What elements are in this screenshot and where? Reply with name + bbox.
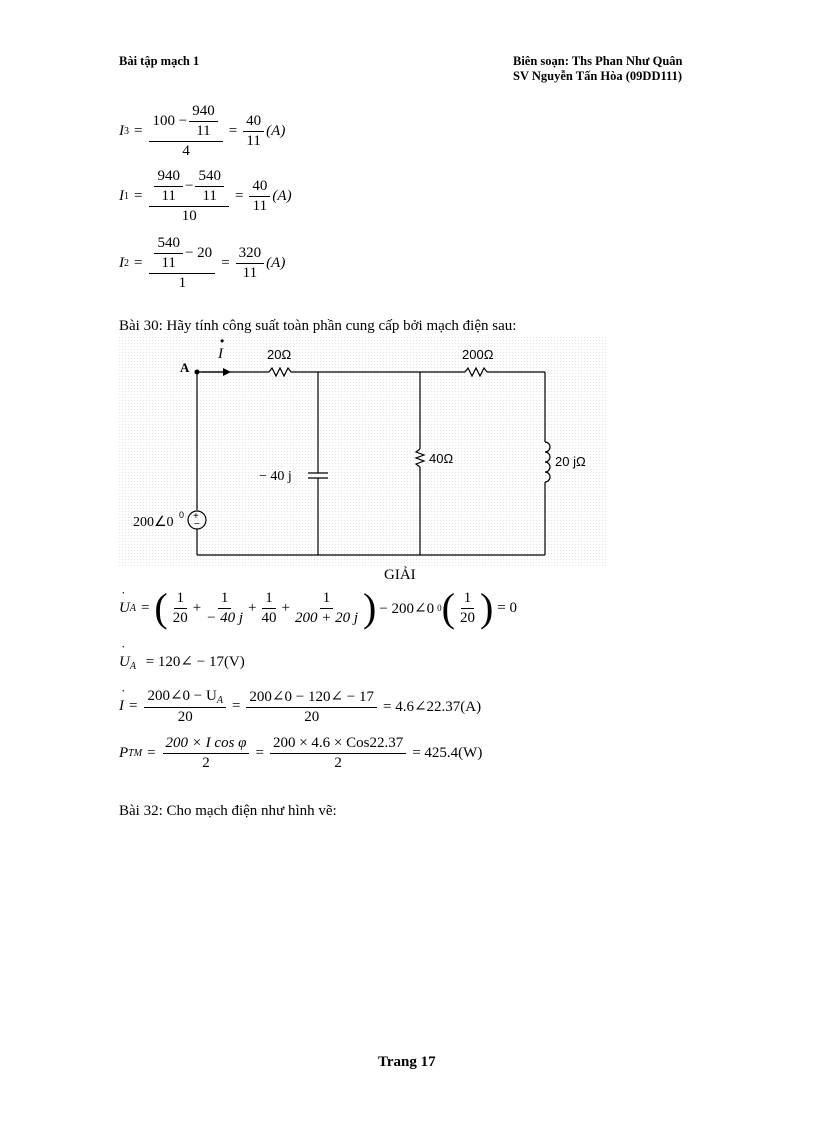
eq4-den-1: 2 <box>202 755 210 771</box>
eq1-middle-superscript: 0 <box>437 603 442 613</box>
i3-inner-den: 11 <box>196 123 211 139</box>
eq4-p-symbol: P <box>119 745 129 761</box>
i1-minus: − <box>184 178 194 194</box>
resistor-40-label: 40Ω <box>429 451 454 466</box>
header-left: Bài tập mạch 1 <box>119 54 200 68</box>
eq1-f4-num: 1 <box>320 590 334 609</box>
circuit-diagram <box>119 337 606 567</box>
node-a-label: A <box>180 360 190 375</box>
current-dot: • <box>220 337 225 348</box>
eq1-f4-den: 200 + 20 j <box>294 609 358 626</box>
i2-minus-20: − 20 <box>184 245 213 261</box>
eq4-num-2: 200 × 4.6 × Cos22.37 <box>270 735 406 754</box>
i3-inner-num: 940 <box>189 103 218 122</box>
i1-symbol: I <box>119 188 124 204</box>
eq1-f1-den: 20 <box>172 609 188 626</box>
eq3-den-2: 20 <box>304 708 320 725</box>
equation-nodal: ˙ U A = ( $\frac{1}{20}$ + $\frac{1}{- 40 j}$ + $\frac{1}{40}$ + $\frac{1}{200 + 20 j}$ ) − 200∠0 0 ( $\frac{1}{20}$ ) = 0 <box>119 588 517 628</box>
eq3-i-symbol: ˙ I <box>119 698 124 715</box>
eq1-f5-den: 20 <box>459 609 475 626</box>
i1-b-num: 540 <box>195 168 224 187</box>
i2-symbol: I <box>119 255 124 271</box>
eq4-num-1: 200 × I cos φ <box>163 735 250 754</box>
equation-i2: I 2 = $\frac{540}{11}$ − 20 1 = $\frac{320}{11}$ (A) <box>119 235 286 291</box>
i1-result-den: 11 <box>252 198 268 214</box>
i1-b-den: 11 <box>202 188 217 204</box>
eq2-rhs: = 120∠ − 17(V) <box>145 654 245 670</box>
eq1-f5-num: 1 <box>461 590 475 609</box>
equation-i3: I 3 = 100 − $\frac{940}{11}$ 4 = $\frac{40}{11}$ (A) <box>119 103 286 159</box>
eq3-den-1: 20 <box>177 709 193 725</box>
eq1-f3-num: 1 <box>262 590 276 609</box>
eq4-p-subscript: TM <box>128 748 143 759</box>
i1-result-num: 40 <box>249 178 270 197</box>
eq1-middle-term: − 200∠0 <box>379 600 435 617</box>
i3-num-a: 100 − <box>152 113 188 129</box>
i1-den: 10 <box>181 208 197 224</box>
i3-fraction <box>149 103 222 160</box>
i3-den: 4 <box>182 143 190 159</box>
problem-32-text: Bài 32: Cho mạch điện như hình vẽ: <box>119 803 337 819</box>
eq1-rhs: = 0 <box>497 599 517 616</box>
i1-a-den: 11 <box>161 188 176 204</box>
source-plus-sign: + <box>193 511 199 522</box>
problem-30-text: Bài 30: Hãy tính công suất toàn phần cung cấp bởi mạch điện sau: <box>119 318 517 334</box>
i1-fraction <box>149 168 228 225</box>
current-label: I <box>218 346 223 362</box>
eq1-f2-num: 1 <box>218 590 232 609</box>
source-label-superscript: 0 <box>179 510 185 520</box>
eq1-ua-symbol: ˙ U <box>119 600 130 617</box>
resistor-20-label: 20Ω <box>267 347 292 362</box>
eq3-fraction-1 <box>144 686 225 726</box>
equation-current: ˙ I = $\frac{200\angle 0 - U_A}{20}$ = $\frac{200\angle 0 - 120\angle - 17}{20}$ = 4.6∠22.37(A) <box>119 686 481 726</box>
i2-result-num: 320 <box>236 245 265 264</box>
i2-subscript: 2 <box>124 258 129 269</box>
node-a-dot <box>195 370 200 375</box>
eq3-rhs: = 4.6∠22.37(A) <box>382 698 482 715</box>
eq3-num-2: 200∠0 − 120∠ − 17 <box>246 687 377 708</box>
eq4-fraction-1 <box>163 735 250 772</box>
i3-result-num: 40 <box>243 113 264 132</box>
capacitor-label: − 40 j <box>259 469 292 484</box>
equation-i1: I 1 = $\frac{940}{11}$ − $\frac{540}{11}$ 10 = $\frac{40}{11}$ (A) <box>119 168 292 224</box>
page-number: Trang 17 <box>378 1054 436 1070</box>
eq2-ua-symbol: ˙ U <box>119 654 130 670</box>
eq4-fraction-2 <box>270 735 406 772</box>
equation-ua-result <box>119 652 245 672</box>
i3-result-den: 11 <box>246 133 261 149</box>
i3-unit: (A) <box>266 123 286 139</box>
eq1-f2-den: − 40 j <box>206 609 244 626</box>
i2-a-den: 11 <box>161 255 176 271</box>
i2-a-num: 540 <box>154 235 183 254</box>
header-student: SV Nguyễn Tấn Hòa (09DD111) <box>513 69 683 83</box>
eq4-den-2: 2 <box>334 755 342 771</box>
i2-fraction <box>149 235 215 292</box>
i3-subscript: 3 <box>124 126 129 137</box>
eq1-f3-den: 40 <box>261 609 277 626</box>
eq1-f1-num: 1 <box>174 590 188 609</box>
source-minus-sign: − <box>194 519 200 530</box>
inductor-label: 20 jΩ <box>555 454 586 469</box>
eq3-num-1-subscript: A <box>216 695 223 706</box>
solution-title: GIẢI <box>384 567 416 583</box>
i1-a-num: 940 <box>154 168 183 187</box>
header-author: Biên soạn: Ths Phan Như Quân <box>513 54 683 68</box>
eq2-ua-subscript: A <box>129 661 136 672</box>
i2-unit: (A) <box>266 255 286 271</box>
i3-symbol: I <box>119 123 124 139</box>
eq1-ua-subscript: A <box>129 602 136 614</box>
equation-power: P TM = $\frac{\text{200 × I cos φ}}{2}$ = $\frac{\text{200 × 4.6 × Cos22.37}}{2}$ = 425.4(W) <box>119 735 483 771</box>
eq3-fraction-2 <box>246 687 377 726</box>
i2-den: 1 <box>178 275 187 291</box>
resistor-200-label: 200Ω <box>462 347 494 362</box>
eq4-rhs: = 425.4(W) <box>412 745 483 761</box>
i1-subscript: 1 <box>124 191 129 202</box>
i2-result-den: 11 <box>242 265 258 281</box>
eq3-num-1: 200∠0 − U <box>147 688 217 704</box>
source-label: 200∠0 <box>133 515 174 530</box>
i1-unit: (A) <box>272 188 292 204</box>
